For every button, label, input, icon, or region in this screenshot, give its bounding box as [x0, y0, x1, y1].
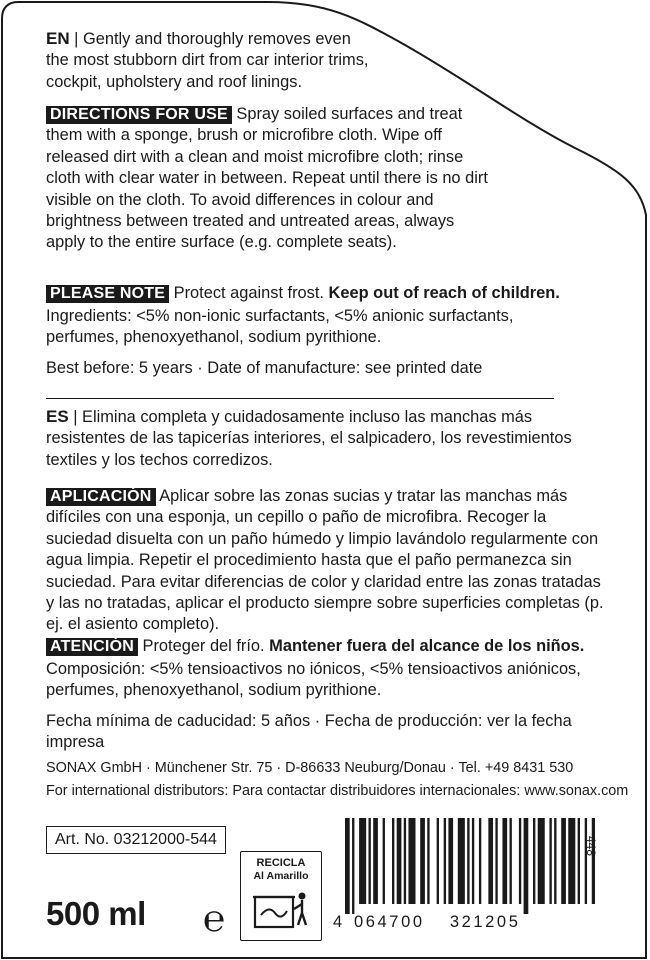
barcode-bar — [495, 818, 497, 904]
barcode-first-digit: 4 — [333, 913, 345, 931]
barcode-bar — [519, 818, 521, 904]
barcode-bar — [448, 818, 453, 904]
en-language-code: EN — [46, 29, 70, 48]
barcode-bar — [554, 818, 556, 904]
barcode-number — [333, 913, 623, 932]
en-note-text: Protect against frost. — [169, 284, 329, 302]
barcode-bar — [561, 818, 566, 904]
es-intro — [46, 406, 586, 471]
en-please-note — [46, 283, 606, 304]
es-application-heading: APLICACIÓN — [46, 488, 156, 506]
distributors-line: For international distributors: Para contactar distribuidores internacionales: www.sonax.com — [46, 783, 629, 799]
barcode-bar — [404, 818, 406, 904]
barcode-bar — [359, 818, 366, 904]
barcode-bar — [467, 818, 469, 904]
barcode-side-code: 448 — [584, 836, 598, 857]
barcode-bar — [592, 818, 595, 904]
es-attention — [46, 636, 621, 657]
barcode-bar — [420, 818, 425, 904]
barcode-bar — [392, 818, 394, 904]
barcode-bar — [373, 818, 378, 904]
barcode — [345, 818, 595, 914]
barcode-bar — [524, 818, 529, 914]
en-directions — [46, 104, 491, 254]
barcode-bar — [549, 818, 551, 904]
barcode-bar — [458, 818, 465, 904]
barcode-bar — [578, 818, 580, 904]
es-attention-heading: ATENCIÓN — [46, 638, 138, 656]
es-expiry: Fecha mínima de caducidad: 5 años · Fecha de producción: ver la fecha impresa — [46, 712, 572, 752]
barcode-bar — [533, 818, 535, 904]
en-best-before: Best before: 5 years · Date of manufacture: see printed date — [46, 359, 483, 377]
barcode-right-group: 321205 — [449, 913, 521, 931]
es-attention-text: Proteger del frío. — [137, 637, 270, 655]
es-application-text: Aplicar sobre las zonas sucias y tratar las manchas más difíciles con una esponja, un cepillo o paño de microfibra. Recoger la suciedad disuelta con un paño húmedo y limpio lavándolo regularmente con agua limpia. Repetir el procedimiento hasta que el paño permanezca sin suciedad. Para evitar diferencias de color y claridad entre las zonas tratadas y las no tratadas, aplicar el producto siempre sobre superficies completas (p. ej. el asiento completo). — [46, 487, 604, 634]
recycle-line-1: RECICLA — [256, 857, 306, 869]
barcode-bar — [538, 818, 545, 904]
recycle-bin-icon — [251, 887, 311, 935]
barcode-bar — [488, 818, 493, 904]
barcode-bar — [568, 818, 575, 904]
barcode-left-group: 064700 — [353, 913, 425, 931]
es-application — [46, 486, 611, 636]
en-note-heading: PLEASE NOTE — [46, 285, 169, 303]
barcode-bar — [427, 818, 429, 904]
en-directions-heading: DIRECTIONS FOR USE — [46, 106, 232, 124]
barcode-bar — [437, 818, 439, 904]
estimated-sign: ℮ — [203, 898, 226, 939]
es-composition: Composición: <5% tensioactivos no iónicos, <5% tensioactivos aniónicos, perfumes, phenoxyethanol, sodium pyrithione. — [46, 660, 581, 700]
article-number: Art. No. 03212000-544 — [55, 831, 217, 848]
barcode-bar — [397, 818, 402, 904]
manufacturer-address: SONAX GmbH · Münchener Str. 75 · D-86633 Neuburg/Donau · Tel. +49 8431 530 — [46, 760, 574, 776]
article-number-box — [46, 826, 226, 854]
barcode-bar — [369, 818, 371, 904]
section-divider — [46, 398, 554, 399]
en-ingredients: Ingredients: <5% non-ionic surfactants, <5% anionic surfactants, perfumes, phenoxyethanol, sodium pyrithione. — [46, 307, 514, 347]
es-intro-text: | Elimina completa y cuidadosamente incluso las manchas más resistentes de las tapicerías interiores, el salpicadero, los revestimientos textiles y los techos corredizos. — [46, 408, 572, 469]
barcode-bar — [502, 818, 507, 904]
barcode-bar — [585, 818, 587, 904]
volume-label: 500 ml — [46, 895, 146, 932]
barcode-bar — [479, 818, 481, 904]
es-language-code: ES — [46, 407, 69, 426]
barcode-bar — [472, 818, 474, 904]
en-directions-text: Spray soiled surfaces and treat them with a sponge, brush or microfibre cloth. Wipe off released dirt with a clean and moist microfibre cloth; rinse cloth with clear water in between. Repeat until there is no dirt visible on the cloth. To avoid differences in colour and brightness between treated and untreated areas, always apply to the entire surface (e.g. complete seats). — [46, 105, 488, 252]
barcode-bar — [408, 818, 415, 904]
en-note-warning: Keep out of reach of children. — [328, 284, 560, 302]
barcode-bar — [352, 818, 354, 914]
barcode-bar — [444, 818, 446, 904]
es-attention-warning: Mantener fuera del alcance de los niños. — [269, 637, 585, 655]
recycle-badge — [240, 851, 322, 941]
en-intro-text: | Gently and thoroughly removes even the most stubborn dirt from car interior trims, cockpit, upholstery and roof linings. — [46, 30, 369, 91]
recycle-line-2: Al Amarillo — [253, 870, 309, 882]
en-intro — [46, 28, 376, 93]
barcode-bar — [383, 818, 385, 904]
barcode-bar — [345, 818, 350, 914]
barcode-bar — [510, 818, 512, 904]
